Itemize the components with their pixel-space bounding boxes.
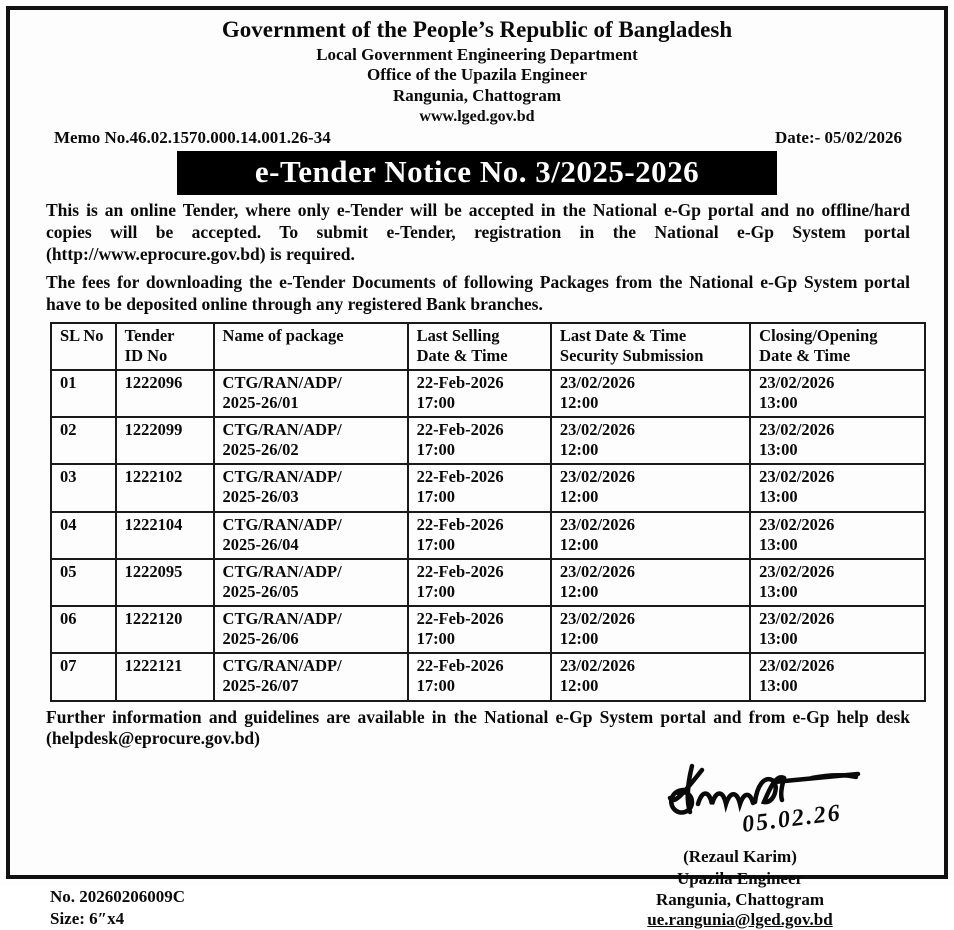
cell-package-name: CTG/RAN/ADP/ 2025-26/06 [214,606,408,653]
table-row [51,370,925,417]
cell-tender-id: 1222120 [116,606,214,653]
table-row [51,559,925,606]
cell-package-name: CTG/RAN/ADP/ 2025-26/05 [214,559,408,606]
cell-tender-id: 1222099 [116,417,214,464]
header-closing-opening: Closing/Opening Date & Time [750,323,925,370]
cell-tender-id: 1222104 [116,512,214,559]
cell-sl-no: 06 [51,606,116,653]
office-location: Rangunia, Chattogram [392,86,562,106]
cell-sl-no: 05 [51,559,116,606]
intro-paragraph: This is an online Tender, where only e-Tender will be accepted in the National e-Gp portal and no offline/hard copies will be accepted. To submit e-Tender, registration in the National e-Gp System portal (http://www.eprocure.gov.bd) is required. [46,200,910,264]
header-last-selling: Last Selling Date & Time [408,323,551,370]
signature-block [580,754,900,930]
cell-security-submission: 23/02/2026 12:00 [551,559,750,606]
cell-last-selling: 22-Feb-2026 17:00 [408,606,551,653]
cell-closing-opening: 23/02/2026 13:00 [750,559,925,606]
etender-notice-banner: e-Tender Notice No. 3/2025-2026 [177,151,777,195]
bottom-section [50,754,900,930]
signatory-location: Rangunia, Chattogram [655,889,825,909]
cell-closing-opening: 23/02/2026 13:00 [750,370,925,417]
cell-package-name: CTG/RAN/ADP/ 2025-26/04 [214,512,408,559]
signature-handwritten-date: 05.02.26 [740,800,844,839]
cell-closing-opening: 23/02/2026 13:00 [750,653,925,700]
signature-area [580,754,900,846]
fees-paragraph: The fees for downloading the e-Tender Documents of following Packages from the National e-Gp System portal have to be deposited online through any registered Bank branches. [46,271,910,314]
cell-last-selling: 22-Feb-2026 17:00 [408,417,551,464]
table-header-row [51,323,925,370]
department-name: Local Government Engineering Department [316,44,638,64]
cell-tender-id: 1222121 [116,653,214,700]
cell-last-selling: 22-Feb-2026 17:00 [408,653,551,700]
cell-package-name: CTG/RAN/ADP/ 2025-26/03 [214,464,408,511]
signatory-email: ue.rangunia@lged.gov.bd [647,910,833,930]
cell-package-name: CTG/RAN/ADP/ 2025-26/01 [214,370,408,417]
cell-sl-no: 03 [51,464,116,511]
website-text: www.lged.gov.bd [419,107,535,125]
further-info-paragraph: Further information and guidelines are available in the National e-Gp System portal and from e-Gp help desk (helpdesk@eprocure.gov.bd) [46,706,910,749]
cell-security-submission: 23/02/2026 12:00 [551,370,750,417]
header-tender-id: Tender ID No [116,323,214,370]
header-security-submission: Last Date & Time Security Submission [551,323,750,370]
print-size: Size: 6″x4 [50,908,125,928]
cell-sl-no: 02 [51,417,116,464]
cell-closing-opening: 23/02/2026 13:00 [750,512,925,559]
tender-packages-table [50,322,926,702]
cell-last-selling: 22-Feb-2026 17:00 [408,512,551,559]
cell-security-submission: 23/02/2026 12:00 [551,464,750,511]
government-title: Government of the People’s Republic of Bangladesh [221,17,733,42]
cell-tender-id: 1222102 [116,464,214,511]
table-row [51,464,925,511]
table-row [51,512,925,559]
header-package-name: Name of package [214,323,408,370]
cell-sl-no: 04 [51,512,116,559]
notice-date: Date:- 05/02/2026 [774,128,902,148]
document-border-frame [6,6,948,930]
signatory-name: (Rezaul Karim) [683,847,797,867]
cell-tender-id: 1222096 [116,370,214,417]
memo-date-row [10,126,944,148]
cell-security-submission: 23/02/2026 12:00 [551,606,750,653]
office-name: Office of the Upazila Engineer [366,65,587,85]
cell-security-submission: 23/02/2026 12:00 [551,417,750,464]
cell-closing-opening: 23/02/2026 13:00 [750,417,925,464]
cell-package-name: CTG/RAN/ADP/ 2025-26/07 [214,653,408,700]
cell-security-submission: 23/02/2026 12:00 [551,653,750,700]
cell-closing-opening: 23/02/2026 13:00 [750,606,925,653]
cell-sl-no: 07 [51,653,116,700]
table-row [51,417,925,464]
cell-tender-id: 1222095 [116,559,214,606]
cell-sl-no: 01 [51,370,116,417]
cell-last-selling: 22-Feb-2026 17:00 [408,464,551,511]
cell-security-submission: 23/02/2026 12:00 [551,512,750,559]
print-info [50,886,185,930]
table-row [51,653,925,700]
header-sl-no: SL No [51,323,116,370]
cell-package-name: CTG/RAN/ADP/ 2025-26/02 [214,417,408,464]
memo-number: Memo No.46.02.1570.000.14.001.26-34 [54,128,331,148]
signatory-designation: Upazila Engineer [676,868,804,888]
cell-last-selling: 22-Feb-2026 17:00 [408,370,551,417]
table-row [51,606,925,653]
cell-closing-opening: 23/02/2026 13:00 [750,464,925,511]
print-number: No. 20260206009C [50,886,186,906]
cell-last-selling: 22-Feb-2026 17:00 [408,559,551,606]
